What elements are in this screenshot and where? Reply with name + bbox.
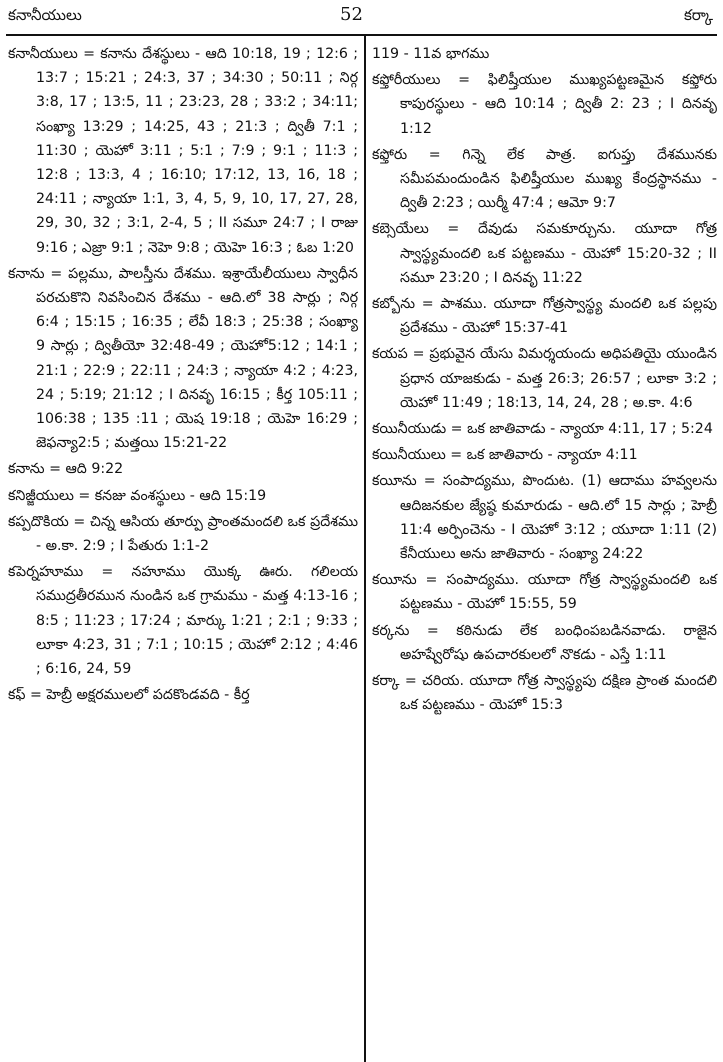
right-column <box>372 42 717 719</box>
dictionary-entry: కపెర్నహూము = నహూము యొక్క ఊరు. గలిలయ సముద్రతీరమున నుండిన ఒక గ్రామము - మత్త 4:13-16 ; 8:5 ; 11:23 ; 17:24 ; మార్కు 1:21 ; 2:1 ; 9:33 ; లూకా 4:23, 31 ; 7:1 ; 10:15 ; యెహో 2:12 ; 4:46 ; 6:16, 24, 59 <box>8 564 358 678</box>
dictionary-entry: కఫ్తోరు = గిన్నె లేక పాత్ర. ఐగుప్తు దేశమునకు సమీపమందుండిన ఫిలిష్తీయుల ముఖ్య కేంద్రస్థానము - ద్వితీ 2:23 ; యిర్మీ 47:4 ; ఆమో 9:7 <box>372 146 717 212</box>
header-last-entry: కర్కా <box>683 6 713 24</box>
column-divider <box>364 36 366 1062</box>
header-rule <box>6 34 717 36</box>
dictionary-entry: కఫ్తోరీయులు = ఫిలిష్తీయుల ముఖ్యపట్టణమైన కఫ్తోరు కాపురస్థులు - ఆది 10:14 ; ద్వితీ 2: 23 ; I దినవృ 1:12 <box>372 72 717 137</box>
dictionary-entry: కనానీయులు = కనాను దేశస్థులు - ఆది 10:18, 19 ; 12:6 ; 13:7 ; 15:21 ; 24:3, 37 ; 34:30 ; 50:11 ; నిర్గ 3:8, 17 ; 13:5, 11 ; 23:23, 28 ; 33:2 ; 34:11; సంఖ్యా 13:29 ; 14:25, 43 ; 21:3 ; ద్వితీ 7:1 ; 11:30 ; యెహో 3:11 ; 5:1 ; 7:9 ; 9:1 ; 11:3 ; 12:8 ; 13:3, 4 ; 16:10; 17:12, 13, 16, 18 ; 24:11 ; న్యాయా 1:1, 3, 4, 5, 9, 10, 17, 27, 28, 29, 30, 32 ; 3:1, 2-4, 5 ; II సమూ 24:7 ; I రాజు 9:16 ; ఎజ్రా 9:1 ; నెహె 9:8 ; యెహె 16:3 ; ఓబ 1:20 <box>8 46 358 256</box>
dictionary-entry: కర్కా = చరియ. యూదా గోత్ర స్వాస్థ్యపు దక్షిణ ప్రాంత మందలి ఒక పట్టణము - యెహో 15:3 <box>372 673 717 714</box>
dictionary-entry: కయినీయుడు = ఒక జాతివాడు - న్యాయా 4:11, 17 ; 5:24 <box>372 421 713 438</box>
page-number: 52 <box>340 4 363 25</box>
dictionary-entry: కయీను = సంపాద్యము. యూదా గోత్ర స్వాస్థ్యమందలి ఒక పట్టణము - యెహో 15:55, 59 <box>372 572 717 613</box>
page-header <box>0 0 723 34</box>
dictionary-entry: కయీను = సంపాద్యము, పొందుట. (1) ఆదాము హవ్వలను ఆదిజనకుల జ్యేష్ఠ కుమారుడు - ఆది.లో 15 సార్లు ; హెబ్రీ 11:4 అర్పించెను - I యెహో 3:12 ; యూదా 1:11 (2) కేనీయులు అను జాతివారు - సంఖ్యా 24:22 <box>372 473 717 563</box>
dictionary-entry: కర్కను = కఠినుడు లేక బంధింపబడినవాడు. రాజైన అహష్వేరోషు ఉపచారకులలో నొకడు - ఎస్తే 1:11 <box>372 622 717 663</box>
left-column <box>8 42 358 709</box>
dictionary-entry: కబ్సెయేలు = దేవుడు సమకూర్చును. యూదా గోత్ర స్వాస్థ్యమందలి ఒక పట్టణము - యెహో 15:20-32 ; II సమూ 23:20 ; I దినవృ 11:22 <box>372 221 717 286</box>
dictionary-entry: కయినీయులు = ఒక జాతివారు - న్యాయా 4:11 <box>372 447 638 464</box>
header-first-entry: కనానీయులు <box>8 6 82 24</box>
dictionary-entry: కనాను = ఆది 9:22 <box>8 461 124 478</box>
dictionary-entry: కనాను = పల్లము, పాలస్తీను దేశము. ఇశ్రాయేలీయులు స్వాధీన పరచుకొని నివసించిన దేశము - ఆది.లో 38 సార్లు ; నిర్గ 6:4 ; 15:15 ; 16:35 ; లేవీ 18:3 ; 25:38 ; సంఖ్యా 9 సార్లు ; ద్వితీయో 32:48-49 ; యెహో5:12 ; 14:1 ; 21:1 ; 22:9 ; 22:11 ; 24:3 ; న్యాయా 4:2 ; 4:23, 24 ; 5:19; 21:12 ; I దినవృ 16:15 ; కీర్త 105:11 ; 106:38 ; 135 :11 ; యెష 19:18 ; యెహె 16:29 ; జెఫన్యా2:5 ; మత్తయి 15:21-22 <box>8 265 358 452</box>
dictionary-entry-continued: 119 - 11వ భాగము <box>372 46 490 62</box>
dictionary-entry: కప్పదొకియ = చిన్న ఆసియ తూర్పు ప్రాంతమందలి ఒక ప్రదేశము - అ.కా. 2:9 ; I పేతురు 1:1-2 <box>8 513 358 555</box>
dictionary-entry: కయప = ప్రభువైన యేసు విమర్శయందు అధిపతియై యుండిన ప్రధాన యాజకుడు - మత్త 26:3; 26:57 ; లూకా 3:2 ; యెహో 11:49 ; 18:13, 14, 24, 28 ; అ.కా. 4:6 <box>372 346 717 411</box>
dictionary-entry: కబ్బోను = పాశము. యూదా గోత్రస్వాస్థ్య మందలి ఒక పల్లపు ప్రదేశము - యెహో 15:37-41 <box>372 296 717 337</box>
dictionary-entry: కఫ్ = హెబ్రీ అక్షరములలో పదకొండవది - కీర్త <box>8 687 250 704</box>
dictionary-entry: కనిజ్జీయులు = కనజు వంశస్థులు - ఆది 15:19 <box>8 487 267 504</box>
